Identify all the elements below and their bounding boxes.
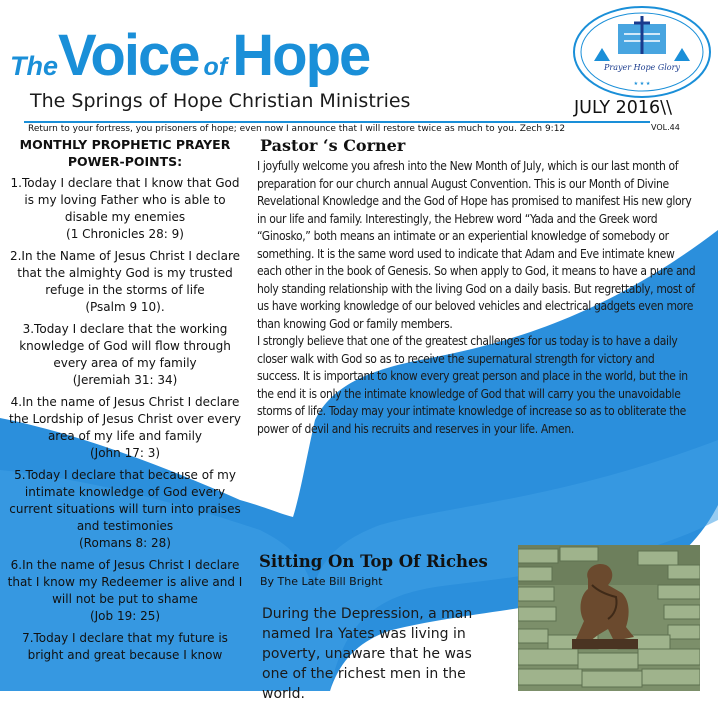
pastor-corner-heading: Pastor ‘s Corner (260, 136, 406, 155)
prayer-point (0, 248, 250, 316)
prayer-title-line2: POWER-POINTS: (67, 154, 183, 169)
prayer-point-ref: (Jeremiah 31: 34) (72, 373, 178, 387)
pastor-paragraph-1: I joyfully welcome you afresh into the New Month of July, which is our last month of preparation for our church annual August Convention. This is our Month of Divine Revelational Knowledge and the God of Hope has promised to manifest His new glory in our life and family. Interestingly, the Hebrew word “Yada and the Greek word “Ginosko,” both means an intimate or an experiential knowledge of somebody or something. It is the same word used to indicate that Adam and Eve intimate knew each other in the book of Genesis. So when apply to God, it means to have a pure and holy standing relationship with the living God on a daily basis. But regrettably, most of us have working knowledge of our beloved vehicles and electrical gadgets even more than knowing God or family members. (257, 159, 696, 331)
svg-text:★ ★ ★: ★ ★ ★ (633, 81, 651, 87)
masthead-hope: Hope (232, 23, 370, 88)
pastor-paragraph-2: I strongly believe that one of the greatest challenges for us today is to have a daily closer walk with God so as to receive the supernatural strength for victory and success. It is important to know every great person and place in the world, but the in the end it is only the intimate knowledge of God that will carry you the unavoidable storms of life. Today may your intimate knowledge of increase so as to obliterate the power of devil and his recruits and reserves in your life. Amen. (257, 334, 688, 436)
prayer-point-text: 6.In the name of Jesus Christ I declare that I know my Redeemer is alive and I will not be put to shame (7, 558, 243, 606)
prayer-point-ref: (Job 19: 25) (89, 609, 161, 623)
riches-article-byline: By The Late Bill Bright (260, 575, 383, 588)
thinker-on-money-photo (518, 545, 700, 691)
prayer-point (0, 557, 250, 625)
prayer-point (0, 175, 250, 243)
volume-number: VOL.44 (651, 123, 680, 132)
logo-motto: Prayer Hope Glory (604, 63, 680, 72)
prayer-point (0, 630, 250, 664)
prayer-point-text: 3.Today I declare that the working knowledge of God will flow through every area of my family (19, 322, 231, 370)
prayer-point-text: 1.Today I declare that I know that God is my loving Father who is able to disable my enemies (10, 176, 240, 224)
riches-article-body: During the Depression, a man named Ira Yates was living in poverty, unaware that he was one of the richest men in the world. (262, 606, 473, 702)
prayer-point (0, 394, 250, 462)
masthead-voice: Voice (58, 23, 199, 88)
masthead-of: of (203, 53, 228, 81)
ministry-subtitle: The Springs of Hope Christian Ministries (30, 90, 411, 112)
prayer-points-column (0, 136, 250, 664)
prayer-point-text: 2.In the Name of Jesus Christ I declare that the almighty God is my trusted refuge in the storms of life (9, 249, 241, 297)
prayer-point (0, 467, 250, 552)
header-verse: Return to your fortress, you prisoners of hope; even now I announce that I will restore twice as much to you. Zech 9:12 (28, 124, 566, 134)
issue-date: JULY 2016\\ (574, 98, 672, 118)
riches-article-heading: Sitting On Top Of Riches (259, 552, 488, 571)
prayer-point (0, 321, 250, 389)
pastor-corner-body (257, 158, 697, 438)
header-divider (24, 121, 650, 123)
prayer-point-text: 5.Today I declare that because of my intimate knowledge of God every current situations will turn into praises and testimonies (9, 468, 241, 533)
prayer-title-line1: MONTHLY PROPHETIC PRAYER (19, 137, 231, 152)
masthead-the: The (10, 51, 59, 81)
prayer-point-text: 4.In the name of Jesus Christ I declare the Lordship of Jesus Christ over every area of my life and family (8, 395, 241, 443)
prayer-point-ref: (1 Chronicles 28: 9) (66, 227, 184, 241)
prayer-point-ref: (John 17: 3) (89, 446, 161, 460)
prayer-point-ref: (Romans 8: 28) (79, 536, 171, 550)
prayer-point-text: 7.Today I declare that my future is bright and great because I know (22, 631, 228, 662)
ministry-logo-seal (572, 6, 712, 98)
prayer-point-ref: (Psalm 9 10). (85, 300, 165, 314)
